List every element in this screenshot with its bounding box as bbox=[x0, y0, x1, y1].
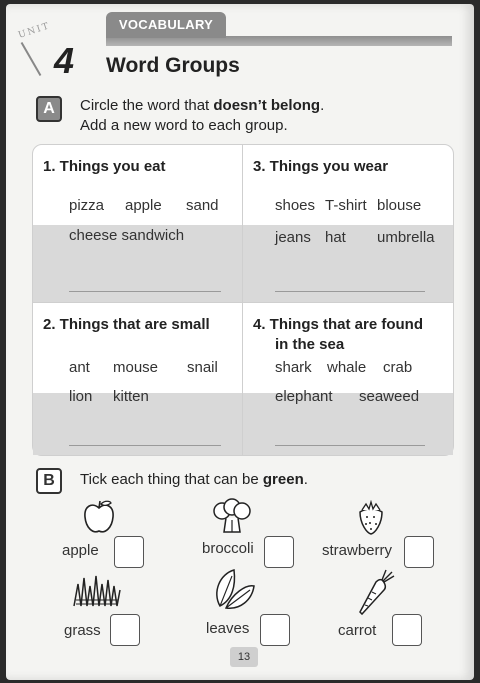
word[interactable]: hat bbox=[325, 229, 346, 246]
page-number: 13 bbox=[230, 647, 258, 667]
instruction-bold: green bbox=[262, 471, 304, 488]
unit-divider bbox=[21, 42, 42, 76]
group-box-3 bbox=[242, 144, 454, 304]
word[interactable]: umbrella bbox=[377, 229, 435, 246]
tick-box-leaves[interactable] bbox=[260, 614, 290, 646]
tick-box-grass[interactable] bbox=[110, 614, 140, 646]
strawberry-icon bbox=[356, 500, 386, 536]
leaves-icon bbox=[212, 566, 256, 612]
word[interactable]: elephant bbox=[275, 388, 333, 405]
item-label: apple bbox=[62, 542, 99, 559]
group-box-1 bbox=[32, 144, 244, 304]
group-title: 3. Things you wear bbox=[253, 158, 389, 175]
group-title-line1: 4. Things that are found bbox=[253, 316, 424, 333]
word[interactable]: seaweed bbox=[359, 388, 420, 405]
answer-line[interactable] bbox=[69, 445, 221, 446]
item-label: carrot bbox=[338, 622, 377, 639]
instruction-text: Tick each thing that can be bbox=[80, 471, 263, 488]
word[interactable]: ant bbox=[69, 359, 90, 376]
answer-line[interactable] bbox=[275, 445, 425, 446]
word[interactable]: mouse bbox=[113, 359, 159, 376]
workbook-page bbox=[6, 4, 474, 680]
unit-word: UNIT bbox=[17, 21, 52, 41]
word[interactable]: pizza bbox=[69, 197, 105, 214]
answer-line[interactable] bbox=[69, 291, 221, 292]
instruction-bold: doesn’t belong bbox=[213, 97, 321, 114]
group-box-4 bbox=[242, 302, 454, 456]
tick-box-apple[interactable] bbox=[114, 536, 144, 568]
broccoli-icon bbox=[210, 498, 254, 534]
word[interactable]: shark bbox=[275, 359, 312, 376]
word[interactable]: jeans bbox=[275, 229, 311, 246]
instruction-period: . bbox=[320, 97, 325, 114]
word[interactable]: lion bbox=[69, 388, 93, 405]
item-label: grass bbox=[64, 622, 101, 639]
word[interactable]: whale bbox=[327, 359, 367, 376]
group-title bbox=[253, 315, 423, 355]
item-label: broccoli bbox=[202, 540, 254, 557]
carrot-icon bbox=[356, 568, 396, 616]
group-title-line2: in the sea bbox=[275, 336, 345, 353]
tick-box-broccoli[interactable] bbox=[264, 536, 294, 568]
group-title: 1. Things you eat bbox=[43, 158, 166, 175]
group-title: 2. Things that are small bbox=[43, 316, 210, 333]
instruction-period: . bbox=[303, 471, 308, 488]
section-b-icon: B bbox=[36, 468, 62, 494]
word[interactable]: snail bbox=[187, 359, 218, 376]
word[interactable]: shoes bbox=[275, 197, 316, 214]
item-label: strawberry bbox=[322, 542, 393, 559]
apple-icon bbox=[82, 498, 116, 536]
section-a-icon: A bbox=[36, 96, 62, 122]
unit-number: 4 bbox=[54, 40, 75, 81]
word[interactable]: kitten bbox=[113, 388, 149, 405]
page-title: Word Groups bbox=[106, 54, 240, 77]
section-b-instruction bbox=[80, 470, 308, 490]
tick-box-carrot[interactable] bbox=[392, 614, 422, 646]
section-a-instruction bbox=[80, 96, 324, 136]
word[interactable]: apple bbox=[125, 197, 162, 214]
item-label: leaves bbox=[206, 620, 250, 637]
word[interactable]: crab bbox=[383, 359, 413, 376]
grass-icon bbox=[72, 574, 122, 608]
word[interactable]: blouse bbox=[377, 197, 422, 214]
answer-line[interactable] bbox=[275, 291, 425, 292]
instruction-text-2: Add a new word to each group. bbox=[80, 117, 288, 134]
section-tab: VOCABULARY bbox=[106, 12, 226, 38]
group-box-2 bbox=[32, 302, 244, 456]
tick-box-strawberry[interactable] bbox=[404, 536, 434, 568]
word[interactable]: T-shirt bbox=[325, 197, 367, 214]
instruction-text: Circle the word that bbox=[80, 97, 214, 114]
word[interactable]: sand bbox=[186, 197, 219, 214]
word[interactable]: cheese sandwich bbox=[69, 227, 185, 244]
